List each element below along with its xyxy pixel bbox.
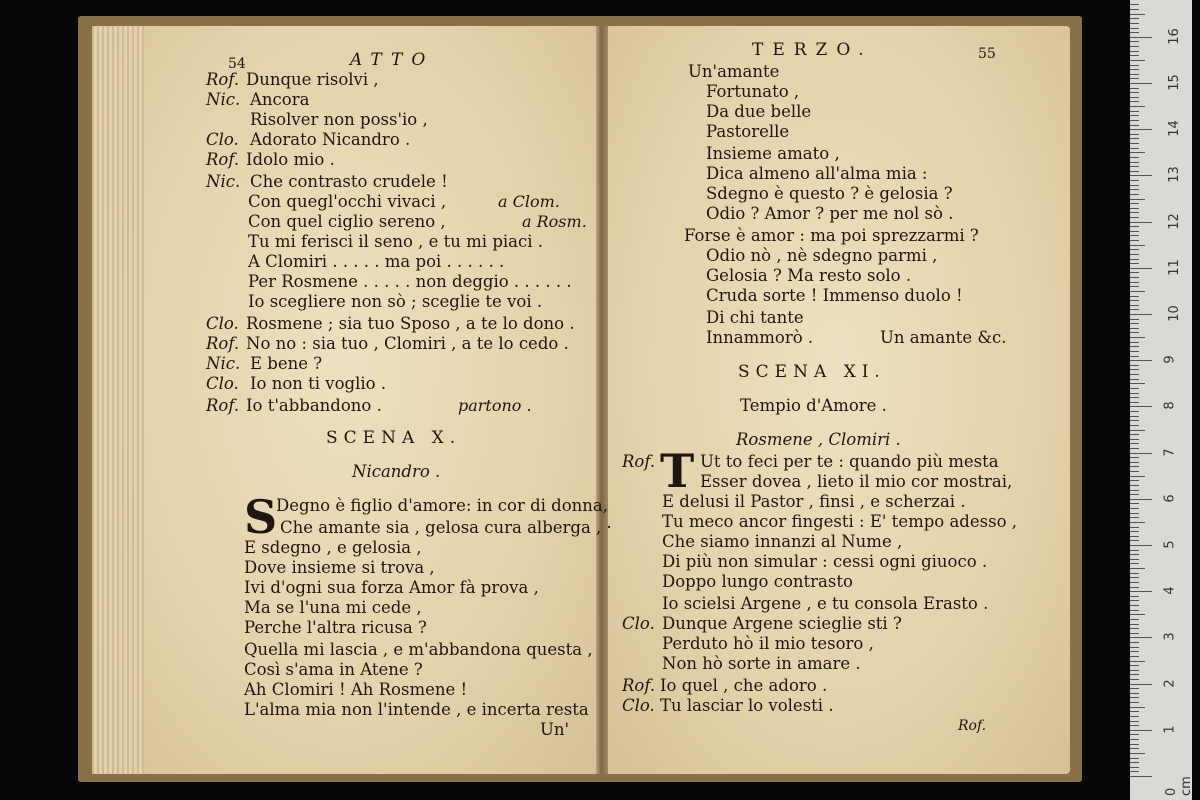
ruler-tick [1130, 674, 1139, 675]
ruler-tick [1130, 332, 1139, 333]
ruler-tick [1130, 508, 1139, 509]
ruler-tick [1130, 771, 1139, 772]
drop-cap: S [244, 490, 278, 544]
dialogue-line: Tu lasciar lo volesti . [660, 696, 834, 715]
ruler-tick [1130, 32, 1139, 33]
page-edges [92, 26, 144, 774]
left-page-number: 54 [228, 56, 246, 72]
ruler-tick [1130, 499, 1152, 500]
speaker-label: Clo. [206, 130, 239, 149]
ruler-tick [1130, 97, 1139, 98]
ruler-tick [1130, 291, 1145, 292]
ruler-tick [1130, 194, 1139, 195]
ruler-tick [1130, 697, 1139, 698]
verse-line: Che amante sia , gelosa cura alberga , · [280, 518, 612, 537]
dialogue-line: Che siamo innanzi al Nume , [662, 532, 903, 551]
ruler-number: 14 [1166, 120, 1182, 137]
verse-line: Ah Clomiri ! Ah Rosmene ! [244, 680, 468, 699]
speaker-label: Rof. [206, 396, 240, 415]
dialogue-line: Tu mi ferisci il seno , e tu mi piaci . [248, 232, 544, 251]
ruler-tick [1130, 351, 1139, 352]
song-line: Insieme amato , [706, 144, 840, 163]
ruler-tick [1130, 462, 1139, 463]
ruler-tick [1130, 309, 1139, 310]
song-line: Forse è amor : ma poi sprezzarmi ? [684, 226, 979, 245]
ruler-tick [1130, 642, 1139, 643]
ruler-tick [1130, 600, 1139, 601]
ruler-tick [1130, 554, 1139, 555]
ruler-tick [1130, 397, 1139, 398]
ruler-tick [1130, 323, 1139, 324]
verse-line: Ma se l'una mi cede , [244, 598, 422, 617]
scene-characters: Rosmene , Clomiri . [736, 430, 901, 449]
ruler-tick [1130, 522, 1145, 523]
ruler-tick [1130, 513, 1139, 514]
dialogue-line: Non hò sorte in amare . [662, 654, 861, 673]
ruler-tick [1130, 559, 1139, 560]
ruler-tick [1130, 439, 1139, 440]
ruler-tick [1130, 55, 1139, 56]
left-running-header: ATTO [350, 50, 435, 70]
speaker-label: Rof. [206, 70, 240, 89]
ruler-tick [1130, 235, 1139, 236]
dialogue-line: E bene ? [250, 354, 323, 373]
ruler-number: 1 [1162, 725, 1178, 734]
dialogue-line: Dunque Argene scieglie sti ? [662, 614, 902, 633]
ruler-tick [1130, 185, 1139, 186]
ruler-tick [1130, 624, 1139, 625]
ruler-tick [1130, 711, 1139, 712]
ruler-tick [1130, 296, 1139, 297]
ruler-tick [1130, 143, 1139, 144]
ruler-tick [1130, 457, 1139, 458]
ruler-tick [1130, 51, 1139, 52]
speaker-label: Rof. [622, 452, 656, 471]
ruler-tick [1130, 758, 1139, 759]
ruler-tick [1130, 702, 1139, 703]
ruler-tick [1130, 490, 1139, 491]
ruler-tick [1130, 346, 1139, 347]
ruler-tick [1130, 14, 1145, 15]
ruler-tick [1130, 420, 1139, 421]
ruler-tick [1130, 171, 1139, 172]
ruler-tick [1130, 453, 1152, 454]
ruler-tick [1130, 637, 1152, 638]
speaker-label: Clo. [206, 374, 239, 393]
ruler-tick [1130, 277, 1139, 278]
dialogue-line: Rosmene ; sia tuo Sposo , a te lo dono . [246, 314, 575, 333]
song-line: Di chi tante [706, 308, 804, 327]
ruler-tick [1130, 633, 1139, 634]
ruler-tick [1130, 443, 1139, 444]
ruler-tick [1130, 4, 1139, 5]
verse-line: E sdegno , e gelosia , [244, 538, 422, 557]
speaker-label: Clo. [622, 696, 655, 715]
ruler-tick [1130, 203, 1139, 204]
ruler-tick [1130, 328, 1139, 329]
ruler-tick [1130, 471, 1139, 472]
ruler-tick [1130, 166, 1139, 167]
speaker-label: Nic. [206, 172, 241, 191]
ruler-tick [1130, 748, 1139, 749]
ruler-tick [1130, 106, 1145, 107]
ruler-tick [1130, 217, 1139, 218]
ruler-tick [1130, 74, 1139, 75]
ruler-tick [1130, 614, 1145, 615]
ruler-tick [1130, 480, 1139, 481]
ruler-tick [1130, 60, 1145, 61]
measuring-ruler [1130, 0, 1192, 800]
ruler-tick [1130, 263, 1139, 264]
right-page-number: 55 [978, 46, 996, 62]
book-gutter [596, 26, 608, 774]
dialogue-line: Ut to feci per te : quando più mesta [700, 452, 999, 471]
ruler-tick [1130, 550, 1139, 551]
ruler-tick [1130, 393, 1139, 394]
speaker-label: Rof. [206, 334, 240, 353]
ruler-number: 9 [1162, 355, 1178, 364]
ruler-tick [1130, 9, 1139, 10]
dialogue-line: Io scegliere non sò ; sceglie te voi . [248, 292, 543, 311]
dialogue-line: Io non ti voglio . [250, 374, 387, 393]
speaker-label: Rof. [622, 676, 656, 695]
dialogue-line: No no : sia tuo , Clomiri , a te lo cedo . [246, 334, 569, 353]
ruler-tick [1130, 563, 1139, 564]
ruler-tick [1130, 78, 1139, 79]
ruler-number: 13 [1166, 166, 1182, 184]
ruler-tick [1130, 305, 1139, 306]
ruler-tick [1130, 527, 1139, 528]
ruler-tick [1130, 120, 1139, 121]
ruler-tick [1130, 582, 1139, 583]
ruler-tick [1130, 744, 1139, 745]
ruler-tick [1130, 665, 1139, 666]
drop-cap: T [660, 444, 695, 498]
speaker-label: Clo. [622, 614, 655, 633]
ruler-tick [1130, 568, 1145, 569]
ruler-tick [1130, 767, 1139, 768]
dialogue-line: E delusi il Pastor , finsi , e scherzai . [662, 492, 966, 511]
ruler-tick [1130, 92, 1139, 93]
ruler-tick [1130, 716, 1139, 717]
ruler-tick [1130, 448, 1139, 449]
ruler-tick [1130, 651, 1139, 652]
ruler-tick [1130, 356, 1139, 357]
ruler-tick [1130, 65, 1139, 66]
ruler-number: 8 [1162, 401, 1178, 411]
ruler-tick [1130, 69, 1139, 70]
catchword: Rof. [958, 718, 987, 734]
ruler-tick [1130, 721, 1139, 722]
ruler-tick [1130, 684, 1152, 685]
ruler-tick [1130, 388, 1139, 389]
song-line: Fortunato , [706, 82, 800, 101]
dialogue-line: Doppo lungo contrasto [662, 572, 853, 591]
ruler-tick [1130, 115, 1139, 116]
ruler-tick [1130, 693, 1139, 694]
ruler-tick [1130, 383, 1145, 384]
ruler-tick [1130, 734, 1139, 735]
ruler-tick [1130, 587, 1139, 588]
song-refrain: Un amante &c. [880, 328, 1007, 347]
ruler-tick [1130, 402, 1139, 403]
ruler-tick [1130, 503, 1139, 504]
stage-direction: a Clom. [498, 192, 560, 211]
ruler-tick [1130, 162, 1139, 163]
ruler-tick [1130, 545, 1152, 546]
ruler-tick [1130, 282, 1139, 283]
ruler-tick [1130, 148, 1139, 149]
verse-line: Ivi d'ogni sua forza Amor fà prova , [244, 578, 539, 597]
ruler-tick [1130, 337, 1145, 338]
ruler-number: 5 [1162, 540, 1178, 549]
scene-heading: SCENA XI. [738, 362, 886, 382]
dialogue-line: Ancora [250, 90, 310, 109]
song-line: Sdegno è questo ? è gelosia ? [706, 184, 953, 203]
ruler-tick [1130, 531, 1139, 532]
ruler-tick [1130, 411, 1139, 412]
verse-line: Degno è figlio d'amore: in cor di donna, [276, 496, 609, 515]
ruler-tick [1130, 591, 1152, 592]
ruler-tick [1130, 434, 1139, 435]
ruler-number: 12 [1166, 212, 1182, 230]
ruler-number: 4 [1162, 586, 1178, 595]
ruler-tick [1130, 134, 1139, 135]
ruler-tick [1130, 596, 1139, 597]
ruler-tick [1130, 416, 1139, 417]
ruler-tick [1130, 647, 1139, 648]
ruler-tick [1130, 138, 1139, 139]
stage-direction: partono . [458, 396, 532, 415]
speaker-label: Rof. [206, 150, 240, 169]
ruler-tick [1130, 619, 1139, 620]
ruler-tick [1130, 379, 1139, 380]
ruler-tick [1130, 129, 1152, 130]
ruler-tick [1130, 208, 1139, 209]
ruler-tick [1130, 125, 1139, 126]
ruler-tick [1130, 425, 1139, 426]
ruler-tick [1130, 37, 1152, 38]
song-line: Dica almeno all'alma mia : [706, 164, 928, 183]
ruler-tick [1130, 430, 1145, 431]
ruler-tick [1130, 730, 1152, 731]
ruler-tick [1130, 240, 1139, 241]
ruler-tick [1130, 494, 1139, 495]
ruler-number: 10 [1166, 305, 1182, 322]
right-running-header: TERZO. [752, 40, 873, 60]
ruler-tick [1130, 199, 1145, 200]
song-line: Gelosia ? Ma resto solo . [706, 266, 912, 285]
ruler-tick [1130, 536, 1139, 537]
stage-direction: a Rosm. [522, 212, 587, 231]
ruler-tick [1130, 679, 1139, 680]
ruler-tick [1130, 374, 1139, 375]
ruler-tick [1130, 753, 1145, 754]
ruler-tick [1130, 249, 1139, 250]
scene-place: Tempio d'Amore . [740, 396, 887, 415]
ruler-tick [1130, 406, 1152, 407]
song-line: Cruda sorte ! Immenso duolo ! [706, 286, 963, 305]
ruler-tick [1130, 245, 1145, 246]
ruler-tick [1130, 707, 1145, 708]
ruler-tick [1130, 476, 1145, 477]
ruler-tick [1130, 226, 1139, 227]
dialogue-line: Tu meco ancor fingesti : E' tempo adesso , [662, 512, 1017, 531]
ruler-tick [1130, 286, 1139, 287]
ruler-number: 2 [1162, 678, 1178, 688]
dialogue-line: Esser dovea , lieto il mio cor mostrai, [700, 472, 1013, 491]
dialogue-line: Di più non simular : cessi ogni giuoco . [662, 552, 988, 571]
song-line: Innammorò . [706, 328, 814, 347]
ruler-tick [1130, 180, 1139, 181]
ruler-number: 3 [1162, 632, 1178, 642]
song-line: Odio nò , nè sdegno parmi , [706, 246, 938, 265]
dialogue-line: Risolver non poss'io , [250, 110, 428, 129]
scene-heading: SCENA X. [326, 428, 462, 448]
verse-line: Dove insieme si trova , [244, 558, 435, 577]
ruler-tick [1130, 577, 1139, 578]
song-line: Da due belle [706, 102, 812, 121]
ruler-number: 16 [1166, 28, 1182, 45]
dialogue-line: Io t'abbandono . [246, 396, 382, 415]
song-line: Un'amante [688, 62, 780, 81]
speaker-label: Nic. [206, 90, 241, 109]
ruler-number: 7 [1162, 447, 1178, 457]
song-line: Pastorelle [706, 122, 790, 141]
ruler-tick [1130, 46, 1139, 47]
ruler-tick [1130, 101, 1139, 102]
ruler-tick [1130, 231, 1139, 232]
ruler-tick [1130, 23, 1139, 24]
ruler-tick [1130, 314, 1152, 315]
dialogue-line: Io quel , che adoro . [660, 676, 828, 695]
ruler-tick [1130, 628, 1139, 629]
ruler-number: 6 [1162, 494, 1178, 503]
ruler-tick [1130, 485, 1139, 486]
ruler-tick [1130, 369, 1139, 370]
ruler-tick [1130, 111, 1139, 112]
verse-line: Quella mi lascia , e m'abbandona questa , [244, 640, 593, 659]
dialogue-line: Perduto hò il mio tesoro , [662, 634, 874, 653]
ruler-tick [1130, 605, 1139, 606]
ruler-tick [1130, 342, 1139, 343]
ruler-tick [1130, 152, 1145, 153]
ruler-tick [1130, 661, 1145, 662]
ruler-tick [1130, 656, 1139, 657]
ruler-tick [1130, 466, 1139, 467]
ruler-tick [1130, 688, 1139, 689]
dialogue-line: A Clomiri . . . . . ma poi . . . . . . [248, 252, 505, 271]
ruler-number: 15 [1166, 74, 1182, 91]
ruler-tick [1130, 610, 1139, 611]
dialogue-line: Che contrasto crudele ! [250, 172, 448, 191]
ruler-tick [1130, 670, 1139, 671]
ruler-tick [1130, 189, 1139, 190]
verse-line: Così s'ama in Atene ? [244, 660, 423, 679]
ruler-tick [1130, 517, 1139, 518]
dialogue-line: Adorato Nicandro . [250, 130, 411, 149]
ruler-tick [1130, 319, 1139, 320]
ruler-tick [1130, 175, 1152, 176]
ruler-number: 11 [1166, 259, 1182, 276]
ruler-tick [1130, 157, 1139, 158]
ruler-tick [1130, 739, 1139, 740]
ruler-tick [1130, 254, 1139, 255]
ruler-tick [1130, 259, 1139, 260]
ruler-tick [1130, 360, 1152, 361]
ruler-tick [1130, 540, 1139, 541]
ruler-tick [1130, 83, 1152, 84]
verse-line: L'alma mia non l'intende , e incerta resta [244, 700, 589, 719]
dialogue-line: Dunque risolvi , [246, 70, 379, 89]
ruler-tick [1130, 365, 1139, 366]
dialogue-line: Io scielsi Argene , e tu consola Erasto . [662, 594, 989, 613]
speaker-label: Clo. [206, 314, 239, 333]
ruler-tick [1130, 41, 1139, 42]
ruler-tick [1130, 28, 1139, 29]
ruler-tick [1130, 762, 1139, 763]
ruler-tick [1130, 776, 1152, 777]
ruler-tick [1130, 300, 1139, 301]
ruler-number: 0 cm [1164, 776, 1194, 796]
ruler-tick [1130, 268, 1152, 269]
ruler-tick [1130, 18, 1139, 19]
song-line: Odio ? Amor ? per me nol sò . [706, 204, 954, 223]
scene-character: Nicandro . [352, 462, 441, 481]
speaker-label: Nic. [206, 354, 241, 373]
ruler-tick [1130, 88, 1139, 89]
catchword: Un' [540, 720, 570, 739]
ruler-tick [1130, 725, 1139, 726]
dialogue-line: Per Rosmene . . . . . non deggio . . . . . . [248, 272, 572, 291]
ruler-tick [1130, 212, 1139, 213]
verse-line: Perche l'altra ricusa ? [244, 618, 427, 637]
dialogue-line: Con quel ciglio sereno , [248, 212, 446, 231]
dialogue-line: Con quegl'occhi vivaci , [248, 192, 447, 211]
ruler-tick [1130, 222, 1152, 223]
ruler-tick [1130, 272, 1139, 273]
ruler-tick [1130, 573, 1139, 574]
dialogue-line: Idolo mio . [246, 150, 335, 169]
